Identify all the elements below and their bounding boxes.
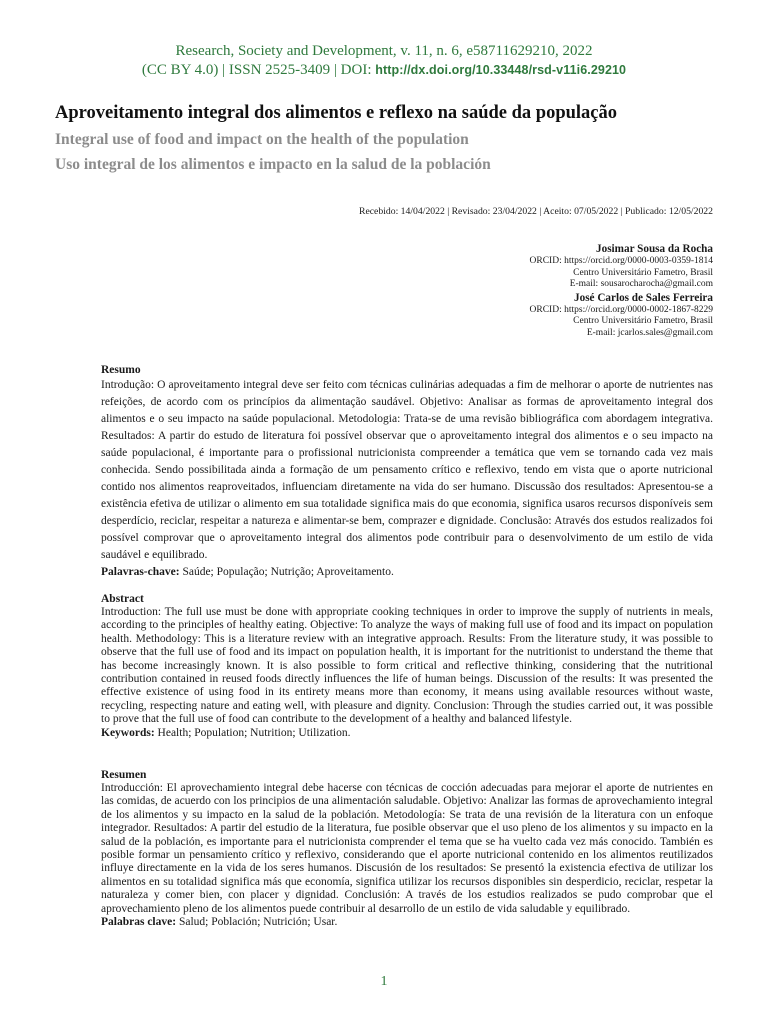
author-email[interactable]: E-mail: sousarocharocha@gmail.com bbox=[569, 279, 713, 289]
author-orcid[interactable]: ORCID: https://orcid.org/0000-0003-0359-1814 bbox=[529, 256, 713, 266]
keywords-label: Palabras clave: bbox=[101, 916, 177, 929]
resumo-body: Introdução: O aproveitamento integral deve ser feito com técnicas culinárias adequadas a fim de melhorar o aporte de nutrientes nas refeições, de acordo com os princípios da alimentação saudável. Objetivo: Analisar as formas de aproveitamento integral dos alimentos e o seu impacto na saúde populacional. Metodologia: Trata-se de uma revisão bibliográfica com abordagem integrativa. Resultados: A partir do estudo de literatura foi possível observar que o aproveitamento integral dos alimentos e o seu impacto na saúde populacional, é importante para o profissional nutricionista compreender a temática que vem se tornando cada vez mais conhecida. Sendo possibilitada ainda a formação de um pensamento crítico e reflexivo, tendo em vista que o aporte nutricional contido nos alimentos reaproveitados, influenciam diretamente na vida do ser humano. Discussão dos resultados: Apresentou-se a existência efetiva de utilizar o alimento em sua totalidade significa mais do que economia, significa usaros recursos disponíveis sem desperdício, reciclar, respeitar a natureza e alimentar-se bem, comprazer e dignidade. Conclusão: Através dos estudos realizados foi possível comprovar que o aproveitamento integral dos alimentos pode contribuir para o desenvolvimento de um estilo de vida saudável e equilibrado. bbox=[101, 379, 713, 561]
author-name: Josimar Sousa da Rocha bbox=[596, 243, 713, 255]
journal-header bbox=[0, 42, 768, 80]
keywords-label: Keywords: bbox=[101, 726, 155, 739]
abstract-keywords bbox=[101, 727, 713, 740]
title-english: Integral use of food and impact on the health of the population bbox=[55, 131, 469, 148]
keywords-text: Salud; Población; Nutrición; Usar. bbox=[176, 916, 338, 929]
author-block bbox=[530, 242, 713, 339]
page-number: 1 bbox=[380, 974, 388, 989]
author-affiliation: Centro Universitário Fametro, Brasil bbox=[573, 267, 713, 278]
author-name: José Carlos de Sales Ferreira bbox=[574, 291, 713, 304]
abstract-heading: Abstract bbox=[101, 593, 144, 605]
journal-license-line bbox=[0, 61, 768, 80]
journal-license: (CC BY 4.0) | ISSN 2525-3409 | DOI: bbox=[141, 62, 376, 78]
abstract-body: Introduction: The full use must be done with appropriate cooking techniques in order to improve the supply of nutrients in meals, according to the principles of healthy eating. Objective: To analyze the ways of making full use of food and its impact on population health. Methodology: This is a literature review with an integrative approach. Results: From the literature study, it was possible to observe that the full use of food and its impact on population health, it is important for the nutritionist to understand the theme that has become increasingly known. It is also possible to form critical and reflective thinking, considering that the nutritional contribution contained in reused foods directly influences the life of human beings. Discussion of the results: It was presented the effective existence of using food in its entirety means more than economy, it means using available resources without waste, recycling, respecting nature and eating well, with pleasure and dignity. Conclusion: Through the studies carried out, it was possible to prove that the full use of food can contribute to the development of a healthy and balanced lifestyle. bbox=[101, 606, 713, 726]
keywords-text: Saúde; População; Nutrição; Aproveitamento. bbox=[179, 566, 394, 578]
submission-dates: Recebido: 14/04/2022 | Revisado: 23/04/2022 | Aceito: 07/05/2022 | Publicado: 12/05/2022 bbox=[358, 206, 713, 217]
abstract-section bbox=[101, 592, 713, 740]
title-spanish: Uso integral de los alimentos e impacto en la salud de la población bbox=[55, 156, 491, 173]
title-portuguese: Aproveitamento integral dos alimentos e reflexo na saúde da população bbox=[55, 103, 618, 123]
author-email[interactable]: E-mail: jcarlos.sales@gmail.com bbox=[586, 327, 713, 338]
author-affiliation: Centro Universitário Fametro, Brasil bbox=[573, 316, 713, 326]
resumen-keywords bbox=[101, 916, 713, 929]
keywords-text: Health; Population; Nutrition; Utilization. bbox=[154, 726, 351, 739]
resumen-section bbox=[101, 768, 713, 929]
resumen-body: Introducción: El aprovechamiento integral debe hacerse con técnicas de cocción adecuadas para mejorar el aporte de nutrientes en las comidas, de acuerdo con los principios de una alimentación saludable. Objetivo: Analizar las formas de aprovechamiento integral de los alimentos y su impacto en la salud de la población. Metodología: Se trata de una revisión de la literatura con un enfoque integrador. Resultados: A partir del estudio de la literatura, fue posible observar que el uso pleno de los alimentos y su impacto en la salud de la población, es importante para el nutricionista comprender el tema que se ha vuelto cada vez más conocido. También es posible formar un pensamiento crítico y reflexivo, considerando que el aporte nutricional contenido en los alimentos reutilizados influye directamente en la vida de los seres humanos. Discusión de los resultados: Se presentó la existencia efectiva de utilizar los alimentos en su totalidad significa más que economía, significa utilizar los recursos disponibles sin desperdicio, reciclar, respetar la naturaleza y comer bien, con placer y dignidad. Conclusión: A través de los estudios realizados se pudo comprobar que el aprovechamiento pleno de los alimentos puede contribuir al desarrollo de un estilo de vida saludable y equilibrado. bbox=[101, 782, 713, 915]
resumen-heading: Resumen bbox=[101, 769, 147, 781]
resumo-heading: Resumo bbox=[101, 364, 141, 376]
resumo-keywords bbox=[101, 564, 713, 581]
journal-citation: Research, Society and Development, v. 11, n. 6, e58711629210, 2022 bbox=[175, 43, 593, 59]
resumo-section bbox=[101, 363, 713, 581]
author-orcid[interactable]: ORCID: https://orcid.org/0000-0002-1867-8229 bbox=[529, 304, 713, 315]
keywords-label: Palavras-chave: bbox=[101, 566, 180, 578]
doi-link[interactable]: http://dx.doi.org/10.33448/rsd-v11i6.29210 bbox=[375, 63, 627, 77]
